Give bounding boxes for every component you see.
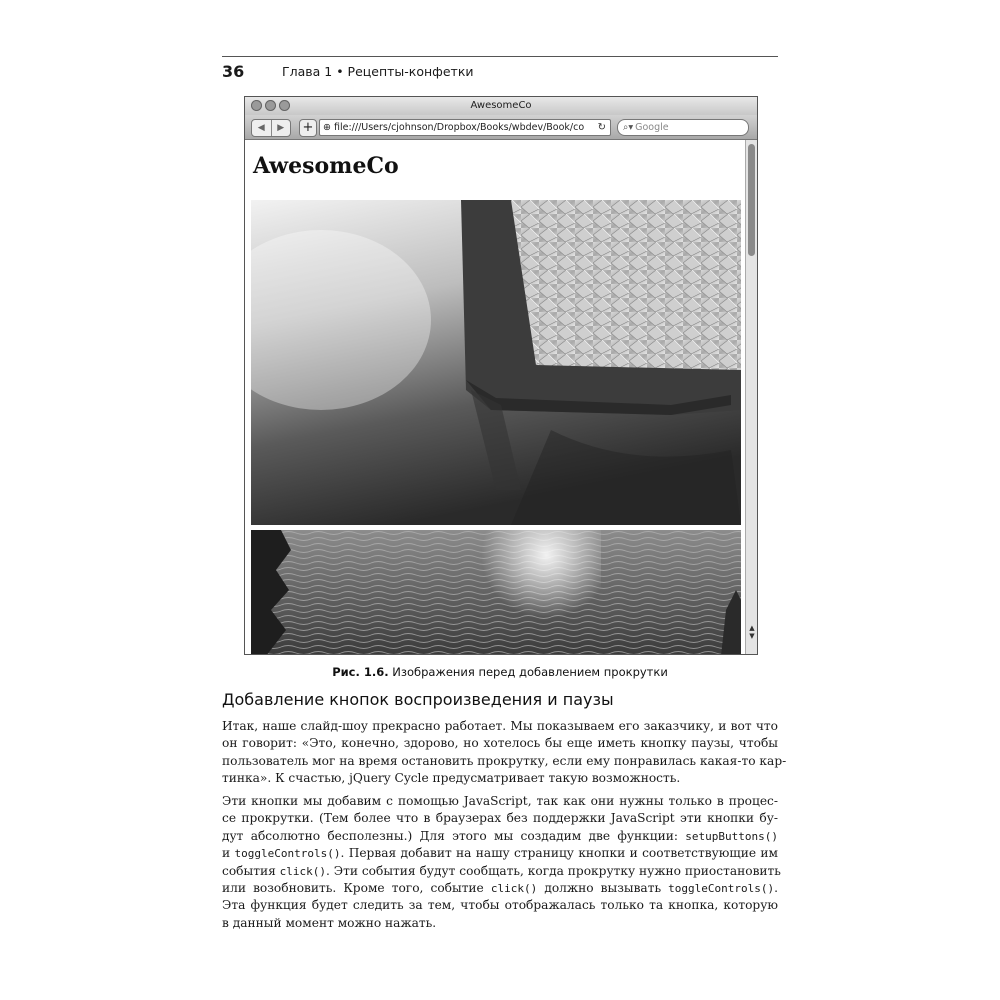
address-text: file:///Users/cjohnson/Dropbox/Books/wbdev/Book/co — [334, 122, 585, 133]
globe-icon: ⊕ — [323, 122, 331, 133]
code-toggle-controls: toggleControls() — [668, 882, 775, 896]
text-line: он говорит: «Это, конечно, здорово, но хотелось бы еще иметь кнопку паузы, чтобы — [222, 736, 778, 751]
code-click: click() — [279, 864, 326, 878]
text-line: се прокрутки. (Тем более что в браузерах без поддержки JavaScript эти кнопки бу- — [222, 811, 778, 826]
figure-label: Рис. 1.6. — [332, 665, 389, 679]
scrollbar-thumb[interactable] — [748, 144, 755, 256]
text-line: Эти кнопки мы добавим с помощью JavaScript, так как они нужны только в процес- — [222, 794, 778, 808]
text-run: события — [222, 863, 280, 878]
back-button[interactable]: ◀ — [257, 123, 265, 133]
window-title: AwesomeCo — [470, 100, 532, 111]
text-run: . Первая добавит на нашу страницу кнопки и соответствующие им — [340, 846, 779, 861]
forward-button[interactable]: ▶ — [271, 120, 291, 136]
text-line: в данный момент можно нажать. — [222, 915, 437, 930]
text-line — [222, 863, 781, 880]
site-title: AwesomeCo — [253, 153, 399, 179]
reload-icon[interactable]: ↻ — [597, 122, 606, 133]
search-icon: ⌕▾ — [623, 122, 634, 133]
scroll-arrows-icon[interactable]: ▲ ▼ — [749, 624, 755, 640]
code-setup-buttons: setupButtons() — [685, 829, 778, 843]
text-line — [222, 828, 778, 845]
text-line: Эта функция будет следить за тем, чтобы отображалась только та кнопка, которую — [222, 898, 778, 913]
text-run: должно вызывать — [537, 881, 669, 896]
text-run: . Эти события будут сообщать, когда прокрутку нужно приостановить — [326, 863, 781, 878]
paragraph-2 — [222, 793, 781, 932]
figure-caption-text: Изображения перед добавлением прокрутки — [392, 665, 668, 679]
vertical-scrollbar[interactable] — [745, 140, 758, 654]
section-heading: Добавление кнопок воспроизведения и паузы — [222, 690, 614, 709]
address-bar[interactable] — [319, 119, 611, 136]
text-line: тинка». К счастью, jQuery Cycle предусматривает такую возможность. — [222, 771, 681, 786]
search-placeholder: Google — [635, 122, 669, 133]
slideshow-photo-glass-frame — [251, 200, 741, 525]
paragraph-1 — [222, 718, 787, 788]
text-line: пользователь мог на время остановить прокрутку, если ему понравилась какая-то кар- — [222, 753, 787, 768]
text-run: и — [222, 846, 235, 861]
slideshow-photo-lake — [251, 530, 741, 654]
search-field[interactable] — [617, 119, 749, 136]
code-click: click() — [490, 882, 538, 896]
text-run: или возобновить. Кроме того, событие — [222, 881, 491, 896]
window-titlebar — [245, 97, 757, 115]
text-run: . — [774, 881, 779, 896]
nav-buttons — [251, 119, 291, 137]
browser-screenshot — [244, 96, 758, 655]
add-bookmark-button[interactable]: + — [299, 119, 317, 137]
code-toggle-controls: toggleControls() — [234, 847, 341, 861]
running-header — [222, 56, 778, 81]
figure-caption — [0, 665, 1000, 679]
browser-toolbar — [245, 115, 757, 140]
page-content — [245, 140, 745, 654]
page-number: 36 — [222, 62, 245, 81]
text-line — [222, 845, 778, 862]
text-line — [222, 880, 778, 897]
text-run: дут абсолютно бесполезны.) Для этого мы создадим две функции: — [222, 828, 686, 843]
chapter-title: Глава 1 • Рецепты-конфетки — [282, 64, 474, 79]
text-line: Итак, наше слайд-шоу прекрасно работает. Мы показываем его заказчику, и вот что — [222, 719, 778, 733]
